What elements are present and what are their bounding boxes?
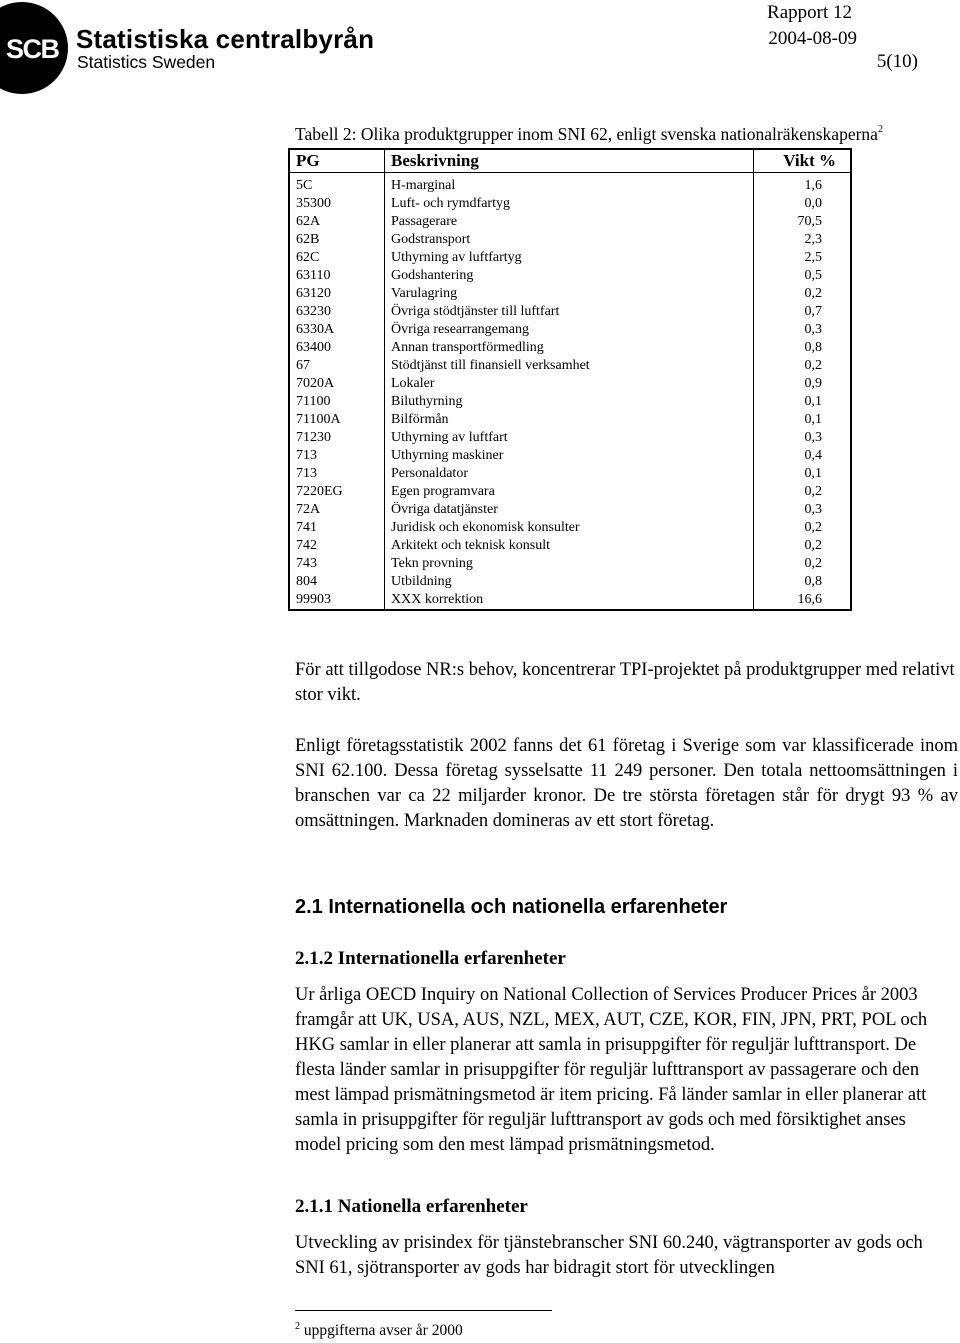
cell-vikt: 0,2	[754, 285, 852, 303]
cell-beskrivning: Stödtjänst till finansiell verksamhet	[391, 358, 590, 373]
cell-vikt: 0,7	[754, 303, 852, 321]
cell-vikt: 0,3	[754, 429, 852, 447]
table-header-row	[289, 149, 851, 173]
table-row	[289, 429, 851, 447]
cell-pg: 743	[289, 555, 385, 573]
cell-vikt: 0,2	[754, 555, 852, 573]
cell-vikt: 0,4	[754, 447, 852, 465]
cell-pg: 62C	[289, 249, 385, 267]
cell-beskrivning: Övriga datatjänster	[391, 502, 498, 517]
table-row	[289, 447, 851, 465]
table-row	[289, 357, 851, 375]
table-row	[289, 501, 851, 519]
cell-vikt: 0,2	[754, 537, 852, 555]
cell-pg: 6330A	[289, 321, 385, 339]
cell-pg: 67	[289, 357, 385, 375]
cell-pg: 713	[289, 447, 385, 465]
report-label: Rapport 12	[767, 2, 852, 23]
cell-vikt: 0,3	[754, 321, 852, 339]
table-row	[289, 573, 851, 591]
column-header-pg: PG	[289, 149, 385, 173]
footnote-text: uppgifterna avser år 2000	[303, 1322, 463, 1339]
cell-beskrivning: Arkitekt och teknisk konsult	[391, 538, 551, 553]
heading-2-1-2: 2.1.2 Internationella erfarenheter	[295, 948, 566, 969]
cell-vikt: 0,2	[754, 357, 852, 375]
table-row	[289, 339, 851, 357]
table-row	[289, 173, 851, 196]
scb-logo-letters: SCB	[6, 34, 59, 64]
table-row	[289, 213, 851, 231]
table-row	[289, 591, 851, 610]
cell-beskrivning: Juridisk och ekonomisk konsulter	[391, 520, 580, 535]
table-row	[289, 249, 851, 267]
table-row	[289, 267, 851, 285]
cell-vikt: 70,5	[754, 213, 852, 231]
cell-pg: 713	[289, 465, 385, 483]
cell-vikt: 0,3	[754, 501, 852, 519]
cell-vikt: 1,6	[754, 173, 852, 196]
cell-beskrivning: Uthyrning maskiner	[391, 448, 504, 463]
table-row	[289, 555, 851, 573]
table-caption	[295, 124, 883, 144]
org-name: Statistiska centralbyrån	[76, 24, 375, 54]
cell-beskrivning: XXX korrektion	[391, 592, 484, 607]
cell-vikt: 0,1	[754, 393, 852, 411]
cell-beskrivning: Varulagring	[391, 286, 458, 301]
cell-pg: 63400	[289, 339, 385, 357]
cell-vikt: 0,2	[754, 519, 852, 537]
table-caption-text: Tabell 2: Olika produktgrupper inom SNI 62, enligt svenska nationalräkenskaperna	[295, 124, 878, 144]
cell-pg: 63230	[289, 303, 385, 321]
cell-vikt: 16,6	[754, 591, 852, 610]
cell-pg: 804	[289, 573, 385, 591]
cell-pg: 71100	[289, 393, 385, 411]
cell-pg: 35300	[289, 195, 385, 213]
cell-beskrivning: Lokaler	[391, 376, 435, 391]
cell-vikt: 0,1	[754, 411, 852, 429]
table-row	[289, 411, 851, 429]
cell-pg: 7220EG	[289, 483, 385, 501]
table-row	[289, 519, 851, 537]
table-row	[289, 195, 851, 213]
cell-beskrivning: Egen programvara	[391, 484, 495, 499]
cell-vikt: 0,5	[754, 267, 852, 285]
cell-beskrivning: Övriga stödtjänster till luftfart	[391, 304, 560, 319]
cell-beskrivning: Annan transportförmedling	[391, 340, 544, 355]
table-row	[289, 321, 851, 339]
cell-beskrivning: Luft- och rymdfartyg	[391, 196, 510, 211]
cell-vikt: 2,5	[754, 249, 852, 267]
table-row	[289, 465, 851, 483]
heading-2-1-1: 2.1.1 Nationella erfarenheter	[295, 1196, 528, 1217]
cell-pg: 741	[289, 519, 385, 537]
cell-vikt: 0,9	[754, 375, 852, 393]
cell-vikt: 0,8	[754, 339, 852, 357]
cell-pg: 71230	[289, 429, 385, 447]
cell-beskrivning: Biluthyrning	[391, 394, 463, 409]
cell-vikt: 0,1	[754, 465, 852, 483]
paragraph-nr-needs: För att tillgodose NR:s behov, koncentrerar TPI-projektet på produktgrupper med relativt stor vikt.	[295, 660, 955, 705]
column-header-beskrivning: Beskrivning	[385, 149, 754, 173]
table-row	[289, 303, 851, 321]
paragraph-oecd-inquiry: Ur årliga OECD Inquiry on National Collection of Services Producer Prices år 2003 framgår att UK, USA, AUS, NZL, MEX, AUT, CZE, KOR, FIN, JPN, PRT, POL och HKG samlar in eller planerar att samla in prisuppgifter för reguljär lufttransport. De flesta länder samlar in prisuppgifter för reguljär lufttransport av passagerare och den mest lämpad prismätningsmetod är item pricing. Få länder samlar in eller planerar att samla in prisuppgifter för reguljär lufttransport av gods och med försiktighet anses model pricing som den mest lämpad prismätningsmetod.	[295, 985, 928, 1155]
footnote-ref: 2	[295, 1321, 300, 1332]
table-caption-footnote-ref: 2	[877, 124, 883, 135]
cell-vikt: 0,8	[754, 573, 852, 591]
cell-pg: 5C	[289, 173, 385, 196]
report-date: 2004-08-09	[768, 28, 857, 49]
footnote	[295, 1321, 463, 1341]
cell-pg: 62A	[289, 213, 385, 231]
table-row	[289, 537, 851, 555]
heading-2-1: 2.1 Internationella och nationella erfarenheter	[295, 896, 728, 918]
cell-beskrivning: Godstransport	[391, 232, 471, 247]
cell-pg: 63120	[289, 285, 385, 303]
page-number: 5(10)	[876, 51, 918, 72]
cell-pg: 62B	[289, 231, 385, 249]
cell-pg: 71100A	[289, 411, 385, 429]
footnote-divider	[295, 1310, 552, 1311]
cell-vikt: 2,3	[754, 231, 852, 249]
cell-vikt: 0,0	[754, 195, 852, 213]
scb-logo-icon	[0, 0, 68, 96]
cell-beskrivning: Godshantering	[391, 268, 474, 283]
table-row	[289, 393, 851, 411]
paragraph-company-statistics: Enligt företagsstatistik 2002 fanns det 61 företag i Sverige som var klassificerade inom SNI 62.100. Dessa företag sysselsatte 11 249 personer. Den totala nettoomsättningen i branschen var ca 22 miljarder kronor. De tre största företagen står för drygt 93 % av omsättningen. Marknaden domineras av ett stort företag.	[295, 736, 958, 831]
paragraph-price-index: Utveckling av prisindex för tjänstebranscher SNI 60.240, vägtransporter av gods och SNI 61, sjötransporter av gods har bidragit stort för utvecklingen	[295, 1233, 923, 1278]
cell-beskrivning: Uthyrning av luftfartyg	[391, 250, 522, 265]
cell-pg: 63110	[289, 267, 385, 285]
cell-beskrivning: Uthyrning av luftfart	[391, 430, 508, 445]
cell-beskrivning: Tekn provning	[391, 556, 473, 571]
cell-pg: 7020A	[289, 375, 385, 393]
org-subtitle: Statistics Sweden	[77, 52, 216, 72]
cell-beskrivning: H-marginal	[391, 178, 456, 193]
table-row	[289, 375, 851, 393]
column-header-vikt: Vikt %	[754, 149, 852, 173]
table-row	[289, 483, 851, 501]
table-row	[289, 231, 851, 249]
cell-vikt: 0,2	[754, 483, 852, 501]
cell-beskrivning: Övriga researrangemang	[391, 322, 529, 337]
cell-beskrivning: Passagerare	[391, 214, 458, 229]
product-group-table	[288, 148, 852, 611]
cell-beskrivning: Bilförmån	[391, 412, 449, 427]
cell-pg: 72A	[289, 501, 385, 519]
table-row	[289, 285, 851, 303]
cell-pg: 742	[289, 537, 385, 555]
cell-pg: 99903	[289, 591, 385, 610]
cell-beskrivning: Utbildning	[391, 574, 452, 589]
cell-beskrivning: Personaldator	[391, 466, 468, 481]
